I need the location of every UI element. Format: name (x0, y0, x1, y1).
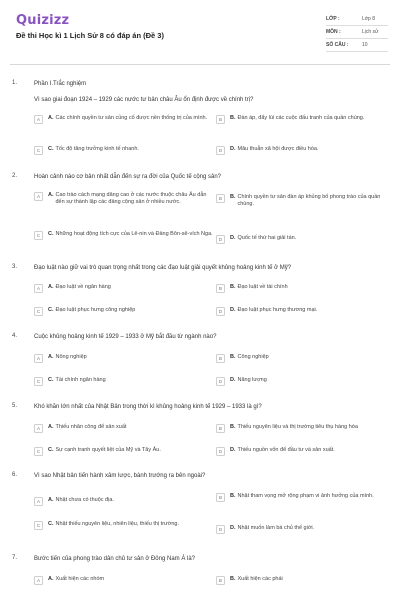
quizizz-logo[interactable]: Quizizz (16, 13, 70, 28)
question-text: Vì sao Nhật bản tiến hành xâm lược, bành trướng ra bên ngoài? (34, 473, 206, 479)
option-a[interactable] (34, 284, 214, 293)
section-heading: Phần I.Trắc nghiệm (34, 81, 87, 87)
option-text: Xuất hiện các phái (237, 576, 283, 582)
option-letter: C. (48, 377, 54, 383)
option-text: Sự cạnh tranh quyết liệt của Mỹ và Tây Âu. (55, 447, 161, 453)
option-box[interactable]: D (216, 377, 225, 386)
option-b[interactable] (216, 493, 394, 502)
option-letter: C. (48, 307, 54, 313)
option-text: Những hoạt động tích cực của Lê-nin và Đảng Bôn-sê-vích Nga. (55, 231, 213, 237)
option-letter: B. (230, 115, 236, 121)
question-text: Bước tiến của phong trào dân chủ tư sản ở Đông Nam Á là? (34, 556, 195, 562)
option-letter: D. (230, 307, 236, 313)
option-letter: A. (48, 192, 54, 198)
question-number: 2. (12, 173, 18, 179)
option-letter: A. (48, 115, 54, 121)
option-box[interactable]: A (34, 576, 43, 585)
option-letter: C. (48, 521, 54, 527)
option-b[interactable] (216, 115, 394, 124)
option-letter: B. (230, 576, 236, 582)
meta-label: SỐ CÂU : (326, 42, 349, 48)
option-text: Đạo luật về ngân hàng (55, 284, 111, 290)
option-a[interactable] (34, 115, 214, 124)
option-box[interactable]: D (216, 447, 225, 456)
question-number: 6. (12, 472, 18, 478)
option-a[interactable] (34, 424, 214, 433)
option-d[interactable] (216, 447, 394, 456)
option-letter: B. (230, 424, 236, 430)
option-box[interactable]: D (216, 146, 225, 155)
option-letter: D. (230, 235, 236, 241)
meta-row-subject (326, 26, 388, 39)
option-c[interactable] (34, 521, 214, 530)
header-divider (10, 64, 390, 65)
option-text: Cao trào cách mạng dâng cao ở các nước thuộc châu Âu dẫn đến sự thành lập các đảng cộng sản ở nhiều nước. (55, 192, 207, 205)
worksheet-header (0, 0, 400, 66)
meta-label: LỚP : (326, 16, 340, 22)
question-text: Cuộc khủng hoảng kinh tế 1929 – 1933 ở Mỹ bắt đầu từ ngành nào? (34, 334, 217, 340)
option-text: Đàn áp, đẩy lùi các cuộc đấu tranh của quần chúng. (237, 115, 365, 121)
option-box[interactable]: A (34, 424, 43, 433)
option-text: Nhật chưa có thuộc địa. (55, 497, 114, 503)
option-text: Đạo luật về tài chính (237, 284, 288, 290)
question-number: 4. (12, 333, 18, 339)
option-b[interactable] (216, 284, 394, 293)
question-text: Khó khăn lớn nhất của Nhật Bản trong thời kì khủng hoảng kinh tế 1929 – 1933 là gì? (34, 404, 262, 410)
meta-label: MÔN : (326, 29, 341, 35)
option-text: Nhật tham vọng mở rộng phạm vi ảnh hưởng của mình. (237, 493, 374, 499)
option-text: Tốc độ tăng trưởng kinh tế nhanh. (55, 146, 139, 152)
option-text: Mâu thuẫn xã hội được điều hòa. (237, 146, 319, 152)
option-letter: D. (230, 146, 236, 152)
option-letter: A. (48, 284, 54, 290)
option-text: Các chính quyền tư sản củng cố được nền thống trị của mình. (55, 115, 208, 121)
option-a[interactable] (34, 192, 214, 206)
option-box[interactable]: B (216, 424, 225, 433)
option-letter: C. (48, 447, 54, 453)
option-box[interactable]: A (34, 192, 43, 201)
option-text: Thiếu nguồn vốn để đầu tư và sản xuất. (237, 447, 335, 453)
option-text: Quốc tế thứ hai giải tán. (237, 235, 297, 241)
option-text: Tài chính ngân hàng (55, 377, 106, 383)
meta-value: Lịch sử (362, 29, 379, 35)
option-b[interactable] (216, 576, 394, 585)
option-letter: D. (230, 377, 236, 383)
option-text: Thiếu nguyên liệu và thị trường tiêu thụ hàng hóa (237, 424, 358, 430)
option-c[interactable] (34, 377, 214, 386)
option-a[interactable] (34, 497, 214, 506)
option-b[interactable] (216, 194, 394, 208)
option-text: Nhật muốn làm bá chủ thế giới. (237, 525, 315, 531)
option-letter: A. (48, 424, 54, 430)
option-letter: C. (48, 146, 54, 152)
option-box[interactable]: A (34, 284, 43, 293)
question-text: Vì sao giai đoạn 1924 – 1929 các nước tư bản châu Âu ổn định được về chính trị? (34, 97, 254, 103)
question-number: 1. (12, 80, 18, 86)
option-box[interactable]: B (216, 493, 225, 502)
option-box[interactable]: A (34, 497, 43, 506)
option-box[interactable]: A (34, 115, 43, 124)
option-letter: A. (48, 354, 54, 360)
option-box[interactable]: C (34, 447, 43, 456)
option-d[interactable] (216, 377, 394, 386)
option-letter: A. (48, 576, 54, 582)
option-letter: C. (48, 231, 54, 237)
option-letter: B. (230, 354, 236, 360)
option-text: Thiếu nhân công để sản xuất (55, 424, 127, 430)
question-number: 5. (12, 403, 18, 409)
option-box[interactable]: B (216, 284, 225, 293)
option-letter: D. (230, 525, 236, 531)
option-box[interactable]: C (34, 231, 43, 240)
option-c[interactable] (34, 146, 214, 155)
option-text: Nông nghiệp (55, 354, 87, 360)
option-box[interactable]: B (216, 115, 225, 124)
worksheet-title: Đề thi Học kì 1 Lịch Sử 8 có đáp án (Đề 3) (16, 31, 164, 40)
option-box[interactable]: D (216, 235, 225, 244)
option-d[interactable] (216, 235, 394, 244)
meta-value: Lớp 8 (362, 16, 376, 22)
meta-value: 10 (362, 42, 368, 48)
question-text: Đạo luật nào giữ vai trò quan trọng nhất trong các đạo luật giải quyết khủng hoảng kinh tế ở Mỹ? (34, 265, 292, 271)
option-c[interactable] (34, 307, 214, 316)
option-letter: B. (230, 284, 236, 290)
option-text: Xuất hiện các nhóm (55, 576, 105, 582)
option-box[interactable]: D (216, 525, 225, 534)
option-letter: B. (230, 493, 236, 499)
option-box[interactable]: C (34, 307, 43, 316)
question-text: Hoàn cảnh nào cơ bản nhất dẫn đến sự ra đời của Quốc tế cộng sản? (34, 174, 222, 180)
option-b[interactable] (216, 354, 394, 363)
meta-row-count (326, 39, 388, 52)
option-d[interactable] (216, 525, 394, 534)
worksheet-meta (326, 13, 388, 52)
option-d[interactable] (216, 146, 394, 155)
option-c[interactable] (34, 447, 214, 456)
option-letter: B. (230, 194, 236, 200)
option-letter: D. (230, 447, 236, 453)
option-text: Nhật thiếu nguyên liệu, nhiên liệu, thiếu thị trường. (55, 521, 179, 527)
option-b[interactable] (216, 424, 394, 433)
option-box[interactable]: B (216, 194, 225, 203)
option-letter: A. (48, 497, 54, 503)
option-text: Công nghiệp (237, 354, 269, 360)
option-text: Đạo luật phục hưng công nghiệp (55, 307, 136, 313)
option-text: Đạo luật phục hưng thương mại. (237, 307, 318, 313)
option-box[interactable]: A (34, 354, 43, 363)
question-number: 3. (12, 264, 18, 270)
option-box[interactable]: D (216, 307, 225, 316)
option-c[interactable] (34, 231, 214, 240)
option-box[interactable]: B (216, 576, 225, 585)
option-a[interactable] (34, 576, 214, 585)
option-box[interactable]: C (34, 521, 43, 530)
option-box[interactable]: C (34, 377, 43, 386)
option-box[interactable]: B (216, 354, 225, 363)
meta-row-class (326, 13, 388, 26)
option-text: Năng lượng (237, 377, 267, 383)
option-box[interactable]: C (34, 146, 43, 155)
option-d[interactable] (216, 307, 394, 316)
question-number: 7. (12, 555, 18, 561)
option-text: Chính quyền tư sản đàn áp khủng bố phong trào của quần chúng. (237, 194, 381, 207)
option-a[interactable] (34, 354, 214, 363)
